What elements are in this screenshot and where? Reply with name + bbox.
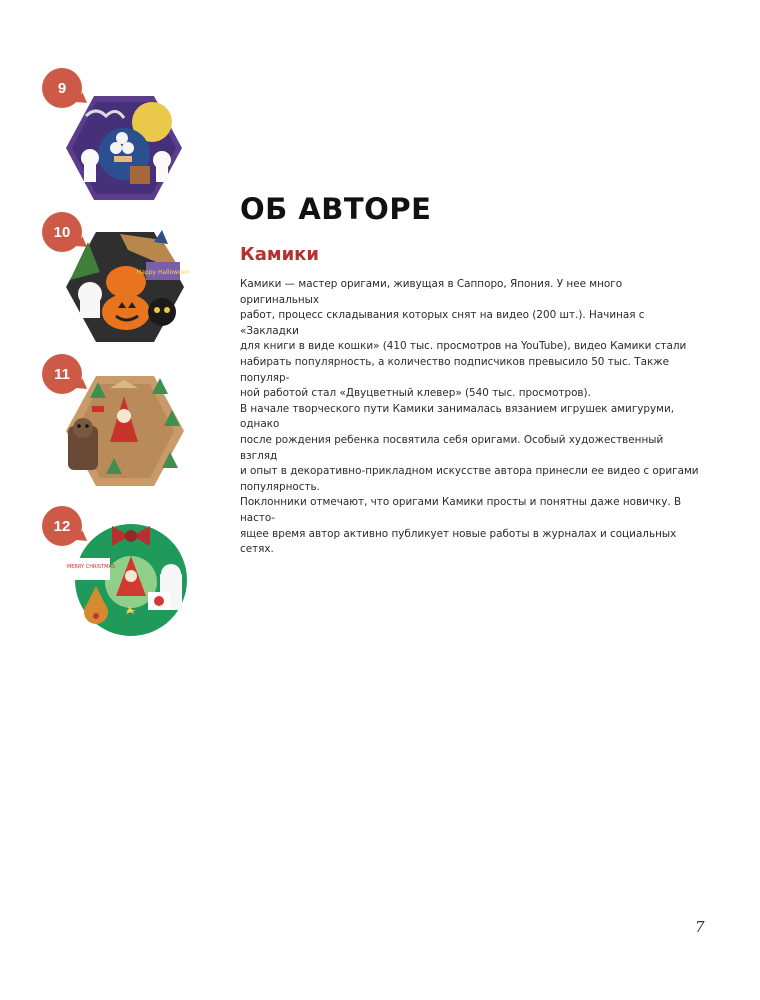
wreath-number-badge: 11 <box>42 354 82 394</box>
christmas-wreath-image <box>68 522 194 638</box>
bio-line: Поклонники отмечают, что оригами Камики просты и понятны даже новичку. В насто- <box>240 496 682 524</box>
page-title: ОБ АВТОРЕ <box>240 192 432 226</box>
halloween-wreath-label: Happy Halloween <box>136 269 190 276</box>
bio-line: работ, процесс складывания которых снят на видео (200 шт.). Начиная с «Закладки <box>240 309 645 337</box>
wreath-number-badge: 10 <box>42 212 82 252</box>
bio-line: и опыт в декоративно-прикладном искусстве автора принесли ее видео с оригами <box>240 465 699 478</box>
bio-line: популярность. <box>240 480 320 493</box>
bio-line: Камики — мастер оригами, живущая в Саппоро, Япония. У нее много оригинальных <box>240 278 623 306</box>
bio-line: для книги в виде кошки» (410 тыс. просмотров на YouTube), видео Камики стали <box>240 340 687 353</box>
forest-wreath-image <box>66 376 184 486</box>
bio-line: набирать популярность, а количество подписчиков превысило 50 тыс. Также популяр- <box>240 355 670 384</box>
bio-line: после рождения ребенка посвятила себя оригами. Особый художественный взгляд <box>240 433 664 462</box>
wreath-number-badge: 12 <box>42 506 82 546</box>
moon-viewing-wreath-image <box>66 96 182 200</box>
author-biography <box>240 277 700 558</box>
halloween-wreath-image <box>66 232 190 342</box>
christmas-wreath-label: MERRY CHRISTMAS <box>66 564 116 570</box>
bio-line: В начале творческого пути Камики занималась вязанием игрушек амигуруми, однако <box>240 402 675 431</box>
bio-line: ной работой стал «Двуцветный клевер» (540 тыс. просмотров). <box>240 387 591 400</box>
wreath-number-badge: 9 <box>42 68 82 108</box>
page-number: 7 <box>695 918 705 936</box>
bio-line: ящее время автор активно публикует новые работы в журналах и социальных сетях. <box>240 527 677 556</box>
author-name: Камики <box>240 244 320 265</box>
